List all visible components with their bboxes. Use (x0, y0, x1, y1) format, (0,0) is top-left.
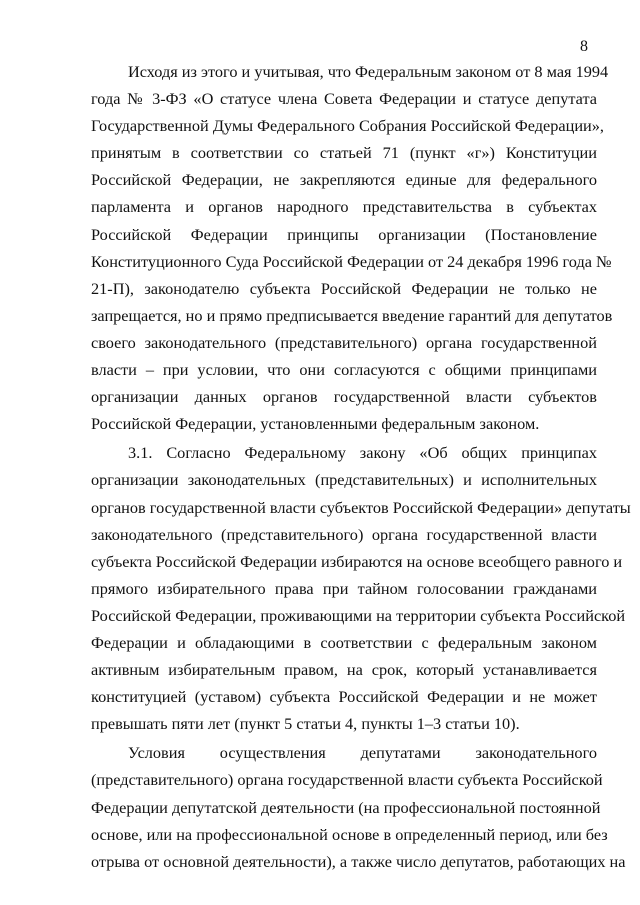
text-line: организации законодательных (представительных) и исполнительных (91, 470, 597, 490)
text-line: 3.1. Согласно Федеральному закону «Об общих принципах (128, 443, 597, 463)
text-line: законодательного (представительного) органа государственной власти (91, 524, 597, 544)
text-line: года № 3-ФЗ «О статусе члена Совета Федерации и статусе депутата (91, 89, 597, 109)
text-line: субъекта Российской Федерации избираются на основе всеобщего равного и (91, 551, 623, 571)
text-line: Федерации и обладающими в соответствии с федеральным законом (91, 632, 597, 652)
text-line: парламента и органов народного представительства в субъектах (91, 197, 597, 217)
text-line: прямого избирательного права при тайном голосовании гражданами (91, 578, 597, 598)
text-line: Государственной Думы Федерального Собрания Российской Федерации», (91, 116, 604, 136)
text-line: запрещается, но и прямо предписывается введение гарантий для депутатов (91, 305, 613, 325)
text-line: превышать пяти лет (пункт 5 статьи 4, пункты 1–3 статьи 10). (91, 714, 520, 734)
text-line: основе, или на профессиональной основе в определенный период, или без (91, 824, 608, 844)
paragraph-2 (91, 439, 631, 737)
paragraph-1 (91, 58, 613, 437)
text-line: власти – при условии, что они согласуются с общими принципами (91, 360, 597, 380)
text-line: Российской Федерации, проживающими на территории субъекта Российской (91, 605, 626, 625)
page-number: 8 (580, 38, 588, 55)
paragraph-3 (91, 739, 626, 874)
text-line: Российской Федерации, не закрепляются единые для федерального (91, 170, 597, 190)
text-line: Условия осуществления депутатами законодательного (128, 743, 597, 763)
document-body (91, 58, 631, 875)
text-line: Конституционного Суда Российской Федерации от 24 декабря 1996 года № (91, 251, 612, 271)
text-line: отрыва от основной деятельности), а также число депутатов, работающих на (91, 851, 626, 871)
text-line: Российской Федерации принципы организации (Постановление (91, 224, 597, 244)
text-line: организации данных органов государственной власти субъектов (91, 387, 597, 407)
text-line: конституцией (уставом) субъекта Российской Федерации и не может (91, 687, 597, 707)
text-line: активным избирательным правом, на срок, который устанавливается (91, 660, 597, 680)
text-line: (представительного) органа государственной власти субъекта Российской (91, 770, 603, 790)
text-line: Исходя из этого и учитывая, что Федеральным законом от 8 мая 1994 (128, 62, 609, 81)
text-line: принятым в соответствии со статьей 71 (пункт «г») Конституции (91, 143, 597, 163)
text-line: своего законодательного (представительного) органа государственной (91, 332, 597, 352)
text-line: 21-П), законодателю субъекта Российской Федерации не только не (91, 278, 597, 298)
text-line: Российской Федерации, установленными федеральным законом. (91, 414, 540, 434)
text-line: Федерации депутатской деятельности (на профессиональной постоянной (91, 797, 601, 817)
text-line: органов государственной власти субъектов Российской Федерации» депутаты (91, 497, 631, 517)
